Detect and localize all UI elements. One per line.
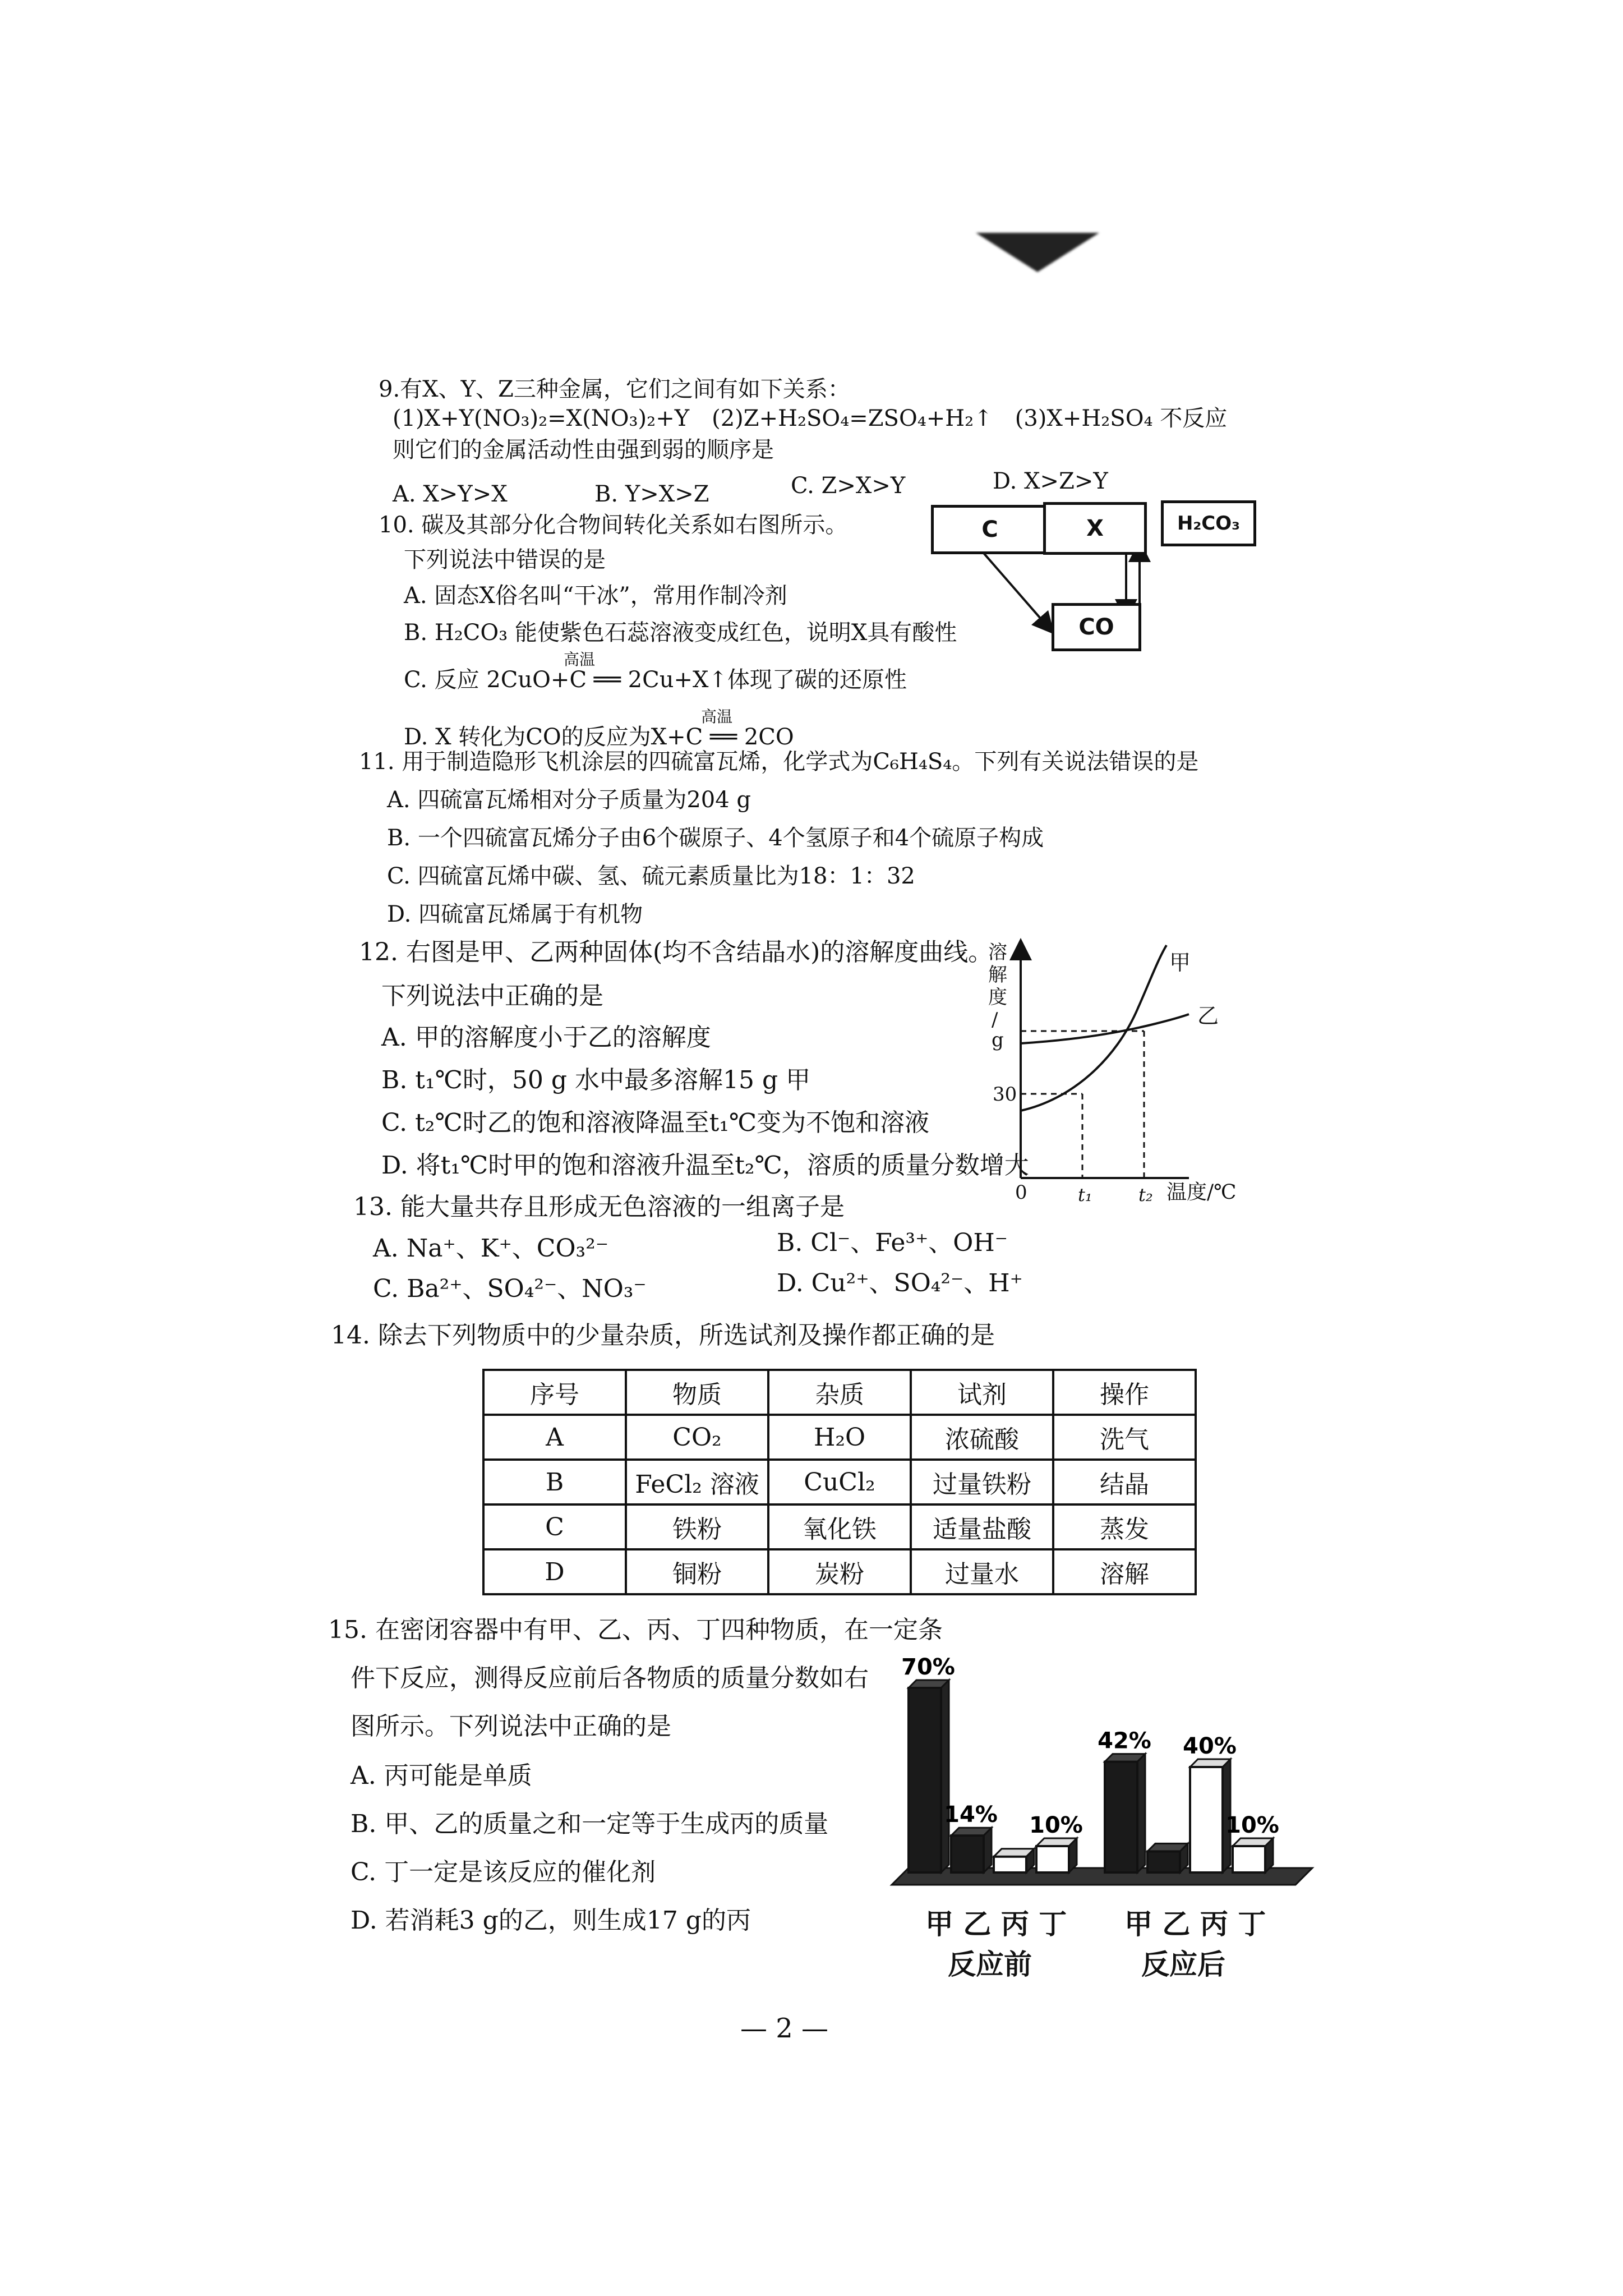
chart-category-row-after: 甲 乙 丙 丁 <box>1124 1908 1266 1940</box>
table-cell: 适量盐酸 <box>911 1504 1053 1549</box>
table-header-row <box>483 1370 1196 1415</box>
diagram-node-co: CO <box>1052 603 1141 651</box>
curve-yi <box>1021 1014 1189 1043</box>
q12-option-b: B. t₁℃时，50 g 水中最多溶解15 g 甲 <box>381 1066 811 1094</box>
table-cell: 氧化铁 <box>768 1504 911 1549</box>
bar-value-label: 14% <box>944 1802 998 1828</box>
chart-category-row-before: 甲 乙 丙 丁 <box>925 1908 1067 1940</box>
table-cell: C <box>483 1504 626 1549</box>
table-cell: 铁粉 <box>626 1504 768 1549</box>
bar-before-2 <box>994 1849 1034 1872</box>
q9-relations: (1)X+Y(NO₃)₂=X(NO₃)₂+Y (2)Z+H₂SO₄=ZSO₄+H₂↑ (3)X+H₂SO₄ 不反应 <box>393 406 1228 431</box>
table-cell: 蒸发 <box>1053 1504 1196 1549</box>
q11-option-b: B. 一个四硫富瓦烯分子由6个碳原子、4个氢原子和4个硫原子构成 <box>387 825 1044 851</box>
q13-option-c: C. Ba²⁺、SO₄²⁻、NO₃⁻ <box>373 1274 647 1303</box>
table-cell: FeCl₂ 溶液 <box>626 1460 768 1504</box>
q9-option-c: C. Z>X>Y <box>791 473 906 499</box>
table-row <box>483 1549 1196 1594</box>
q10-option-b: B. H₂CO₃ 能使紫色石蕊溶液变成红色，说明X具有酸性 <box>404 620 957 646</box>
table-header: 物质 <box>626 1370 768 1415</box>
bar-value-label: 10% <box>1225 1812 1279 1838</box>
q12-option-d: D. 将t₁℃时甲的饱和溶液升温至t₂℃，溶质的质量分数增大 <box>381 1151 1029 1180</box>
scan-artifact <box>976 233 1099 272</box>
q10-option-c: C. 反应 2CuO+C ══ 2Cu+X↑体现了碳的还原性 <box>404 667 907 693</box>
q15-option-a: A. 丙可能是单质 <box>351 1761 532 1790</box>
q9-option-a: A. X>Y>X <box>393 481 508 507</box>
q12-stem: 12. 右图是甲、乙两种固体(均不含结晶水)的溶解度曲线。 <box>359 938 993 967</box>
q13-option-b: B. Cl⁻、Fe³⁺、OH⁻ <box>777 1228 1008 1257</box>
q10-option-d: D. X 转化为CO的反应为X+C ══ 2CO <box>404 724 794 750</box>
table-cell: 过量铁粉 <box>911 1460 1053 1504</box>
table-cell: 洗气 <box>1053 1415 1196 1460</box>
q9-ask: 则它们的金属活动性由强到弱的顺序是 <box>393 437 774 463</box>
table-cell: CO₂ <box>626 1415 768 1460</box>
table-header: 杂质 <box>768 1370 911 1415</box>
q13-option-a: A. Na⁺、K⁺、CO₃²⁻ <box>373 1234 609 1263</box>
chart-group-label-after: 反应后 <box>1141 1948 1225 1981</box>
table-cell: D <box>483 1549 626 1594</box>
bar-after-3 <box>1233 1838 1273 1872</box>
graph-ylabel-2: 解 <box>988 964 1007 986</box>
q11-option-a: A. 四硫富瓦烯相对分子质量为204 g <box>387 787 751 813</box>
graph-t2: t₂ <box>1138 1184 1153 1205</box>
table-cell: 溶解 <box>1053 1549 1196 1594</box>
table-cell: A <box>483 1415 626 1460</box>
graph-y30: 30 <box>993 1083 1017 1106</box>
graph-curve-jia-label: 甲 <box>1169 950 1191 975</box>
q9-option-d: D. X>Z>Y <box>993 468 1108 494</box>
mass-fraction-bar-chart <box>880 1604 1318 1918</box>
table-cell: 过量水 <box>911 1549 1053 1594</box>
table-header: 试剂 <box>911 1370 1053 1415</box>
graph-xlabel: 温度/℃ <box>1166 1181 1237 1204</box>
q14-table <box>482 1369 1197 1595</box>
q15-option-d: D. 若消耗3 g的乙，则生成17 g的丙 <box>351 1906 751 1935</box>
q11-stem: 11. 用于制造隐形飞机涂层的四硫富瓦烯，化学式为C₆H₄S₄。下列有关说法错误的是 <box>359 749 1199 775</box>
bar-before-3 <box>1036 1838 1077 1872</box>
q15-option-b: B. 甲、乙的质量之和一定等于生成丙的质量 <box>351 1810 829 1838</box>
q12-option-c: C. t₂℃时乙的饱和溶液降温至t₁℃变为不饱和溶液 <box>381 1108 930 1137</box>
q11-option-c: C. 四硫富瓦烯中碳、氢、硫元素质量比为18：1：32 <box>387 863 915 889</box>
bar-value-label: 10% <box>1029 1812 1083 1838</box>
table-row <box>483 1460 1196 1504</box>
graph-origin: 0 <box>1015 1181 1027 1204</box>
table-row <box>483 1415 1196 1460</box>
q15-option-c: C. 丁一定是该反应的催化剂 <box>351 1858 656 1887</box>
table-header: 操作 <box>1053 1370 1196 1415</box>
q13-stem: 13. 能大量共存且形成无色溶液的一组离子是 <box>353 1193 845 1221</box>
q10-stem: 10. 碳及其部分化合物间转化关系如右图所示。 <box>379 512 848 538</box>
bar-before-0 <box>909 1680 949 1872</box>
q9-stem: 9.有X、Y、Z三种金属，它们之间有如下关系： <box>379 376 850 402</box>
table-header: 序号 <box>483 1370 626 1415</box>
graph-ylabel-1: 溶 <box>988 941 1007 964</box>
graph-ylabel-4: / <box>992 1009 998 1031</box>
table-cell: 浓硫酸 <box>911 1415 1053 1460</box>
table-cell: 炭粉 <box>768 1549 911 1594</box>
q14-stem: 14. 除去下列物质中的少量杂质，所选试剂及操作都正确的是 <box>331 1321 995 1350</box>
q10-condition-c: 高温 <box>564 650 596 669</box>
q10-condition-d: 高温 <box>701 707 733 726</box>
bar-after-1 <box>1147 1843 1188 1872</box>
q10-option-a: A. 固态X俗名叫“干冰”，常用作制冷剂 <box>404 583 787 609</box>
bar-before-1 <box>951 1828 992 1872</box>
q9-option-b: B. Y>X>Z <box>594 481 709 507</box>
q12-ask: 下列说法中正确的是 <box>381 982 603 1010</box>
q15-stem-line1: 15. 在密闭容器中有甲、乙、丙、丁四种物质，在一定条 <box>328 1616 943 1644</box>
q13-option-d: D. Cu²⁺、SO₄²⁻、H⁺ <box>777 1269 1023 1297</box>
table-cell: CuCl₂ <box>768 1460 911 1504</box>
graph-t1: t₁ <box>1078 1184 1092 1205</box>
graph-ylabel-5: g <box>992 1029 1004 1051</box>
bar-value-label: 42% <box>1098 1728 1151 1754</box>
graph-ylabel-3: 度 <box>988 986 1007 1009</box>
bar-after-0 <box>1105 1754 1145 1872</box>
table-cell: 结晶 <box>1053 1460 1196 1504</box>
table-cell: B <box>483 1460 626 1504</box>
q15-stem-line2: 件下反应，测得反应前后各物质的质量分数如右 <box>351 1664 869 1692</box>
graph-curve-yi-label: 乙 <box>1197 1004 1219 1028</box>
table-row <box>483 1504 1196 1549</box>
bar-value-label: 40% <box>1183 1733 1237 1759</box>
q15-stem-line3: 图所示。下列说法中正确的是 <box>351 1712 671 1741</box>
table-cell: H₂O <box>768 1415 911 1460</box>
diagram-node-c: C <box>931 505 1049 554</box>
diagram-node-h2co3: H₂CO₃ <box>1161 500 1256 546</box>
diagram-node-x: X <box>1043 502 1147 555</box>
chart-group-label-before: 反应前 <box>948 1948 1032 1981</box>
page-number: — 2 — <box>740 2013 829 2044</box>
q11-option-d: D. 四硫富瓦烯属于有机物 <box>387 901 643 927</box>
bar-after-2 <box>1190 1759 1230 1872</box>
q10-ask: 下列说法中错误的是 <box>404 547 606 573</box>
bar-value-label: 70% <box>901 1654 955 1680</box>
q12-option-a: A. 甲的溶解度小于乙的溶解度 <box>381 1023 711 1052</box>
table-cell: 铜粉 <box>626 1549 768 1594</box>
